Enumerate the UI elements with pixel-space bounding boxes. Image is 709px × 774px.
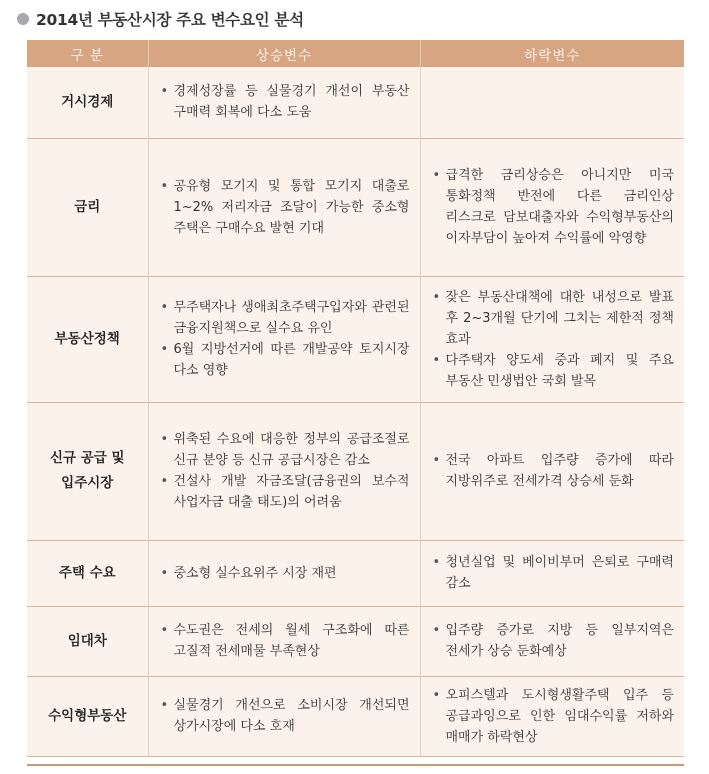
- list-item: • 중소형 실수요위주 시장 재편: [161, 563, 410, 584]
- table-row: [27, 67, 684, 138]
- list-item: • 경제성장률 등 실물경기 개선이 부동산 구매력 회복에 다소 도움: [161, 81, 410, 123]
- fall-cell: [420, 67, 684, 138]
- bullet-list: [433, 620, 675, 662]
- list-item: • 전국 아파트 입주량 증가에 따라 지방위주로 전세가격 상승세 둔화: [433, 450, 675, 492]
- fall-cell: [420, 676, 684, 756]
- rise-cell: [148, 138, 420, 276]
- table-header-row: [27, 40, 684, 67]
- header-rise: 상승변수: [148, 40, 420, 67]
- list-item: • 다주택자 양도세 중과 폐지 및 주요 부동산 민생법안 국회 발목: [433, 350, 675, 392]
- rise-cell: [148, 67, 420, 138]
- list-item: • 잦은 부동산대책에 대한 내성으로 발표 후 2~3개월 단기에 그치는 제한적 정책 효과: [433, 287, 675, 350]
- list-item: • 수도권은 전세의 월세 구조화에 따른 고질적 전세매물 부족현상: [161, 620, 410, 662]
- bullet-list: [433, 165, 675, 249]
- title-text: 2014년 부동산시장 주요 변수요인 분석: [36, 11, 304, 29]
- table-body: [27, 67, 684, 756]
- bullet-list: [161, 297, 410, 381]
- list-item: • 청년실업 및 베이비부머 은퇴로 구매력 감소: [433, 552, 675, 594]
- bullet-icon: [17, 13, 29, 25]
- list-item: • 오피스텔과 도시형생활주택 입주 등 공급과잉으로 인한 임대수익률 저하와 매매가 하락현상: [433, 685, 675, 748]
- list-item: • 무주택자나 생애최초주택구입자와 관련된 금융지원책으로 실수요 유인: [161, 297, 410, 339]
- fall-cell: [420, 402, 684, 540]
- list-item: • 6월 지방선거에 따른 개발공약 토지시장 다소 영향: [161, 339, 410, 381]
- row-category: 신규 공급 및 입주시장: [27, 402, 148, 540]
- row-category: 임대차: [27, 606, 148, 676]
- list-item: • 위축된 수요에 대응한 정부의 공급조절로 신규 분양 등 신규 공급시장은 감소: [161, 429, 410, 471]
- fall-cell: [420, 606, 684, 676]
- row-category: 부동산정책: [27, 276, 148, 402]
- table-row: [27, 606, 684, 676]
- rise-cell: [148, 540, 420, 606]
- row-category: 수익형부동산: [27, 676, 148, 756]
- bullet-list: [161, 563, 410, 584]
- bullet-list: [161, 176, 410, 239]
- fall-cell: [420, 138, 684, 276]
- rise-cell: [148, 276, 420, 402]
- row-category: 주택 수요: [27, 540, 148, 606]
- table-row: [27, 676, 684, 756]
- table-row: [27, 138, 684, 276]
- page-title: [12, 6, 304, 32]
- bullet-list: [161, 81, 410, 123]
- rise-cell: [148, 606, 420, 676]
- rise-cell: [148, 676, 420, 756]
- table-row: [27, 402, 684, 540]
- list-item: • 공유형 모기지 및 통합 모기지 대출로 1~2% 저리자금 조달이 가능한 중소형 주택은 구매수요 발현 기대: [161, 176, 410, 239]
- table-bottom-rule: [27, 764, 684, 766]
- header-fall: 하락변수: [420, 40, 684, 67]
- row-category: 거시경제: [27, 67, 148, 138]
- list-item: • 입주량 증가로 지방 등 일부지역은 전세가 상승 둔화예상: [433, 620, 675, 662]
- bullet-list: [161, 429, 410, 513]
- fall-cell: [420, 276, 684, 402]
- bullet-list: [433, 450, 675, 492]
- bullet-list: [161, 620, 410, 662]
- bullet-list: [433, 552, 675, 594]
- bullet-list: [161, 695, 410, 737]
- bullet-list: [433, 685, 675, 748]
- rise-cell: [148, 402, 420, 540]
- bullet-list: [433, 287, 675, 392]
- fall-cell: [420, 540, 684, 606]
- list-item: • 실물경기 개선으로 소비시장 개선되면 상가시장에 다소 호재: [161, 695, 410, 737]
- variables-table: [27, 40, 684, 757]
- list-item: • 급격한 금리상승은 아니지만 미국 통화정책 반전에 다른 금리인상 리스크로 담보대출자와 수익형부동산의 이자부담이 높아져 수익률에 악영향: [433, 165, 675, 249]
- table-row: [27, 540, 684, 606]
- table-row: [27, 276, 684, 402]
- row-category: 금리: [27, 138, 148, 276]
- list-item: • 건설사 개발 자금조달(금융권의 보수적 사업자금 대출 태도)의 어려움: [161, 471, 410, 513]
- header-category: 구 분: [27, 40, 148, 67]
